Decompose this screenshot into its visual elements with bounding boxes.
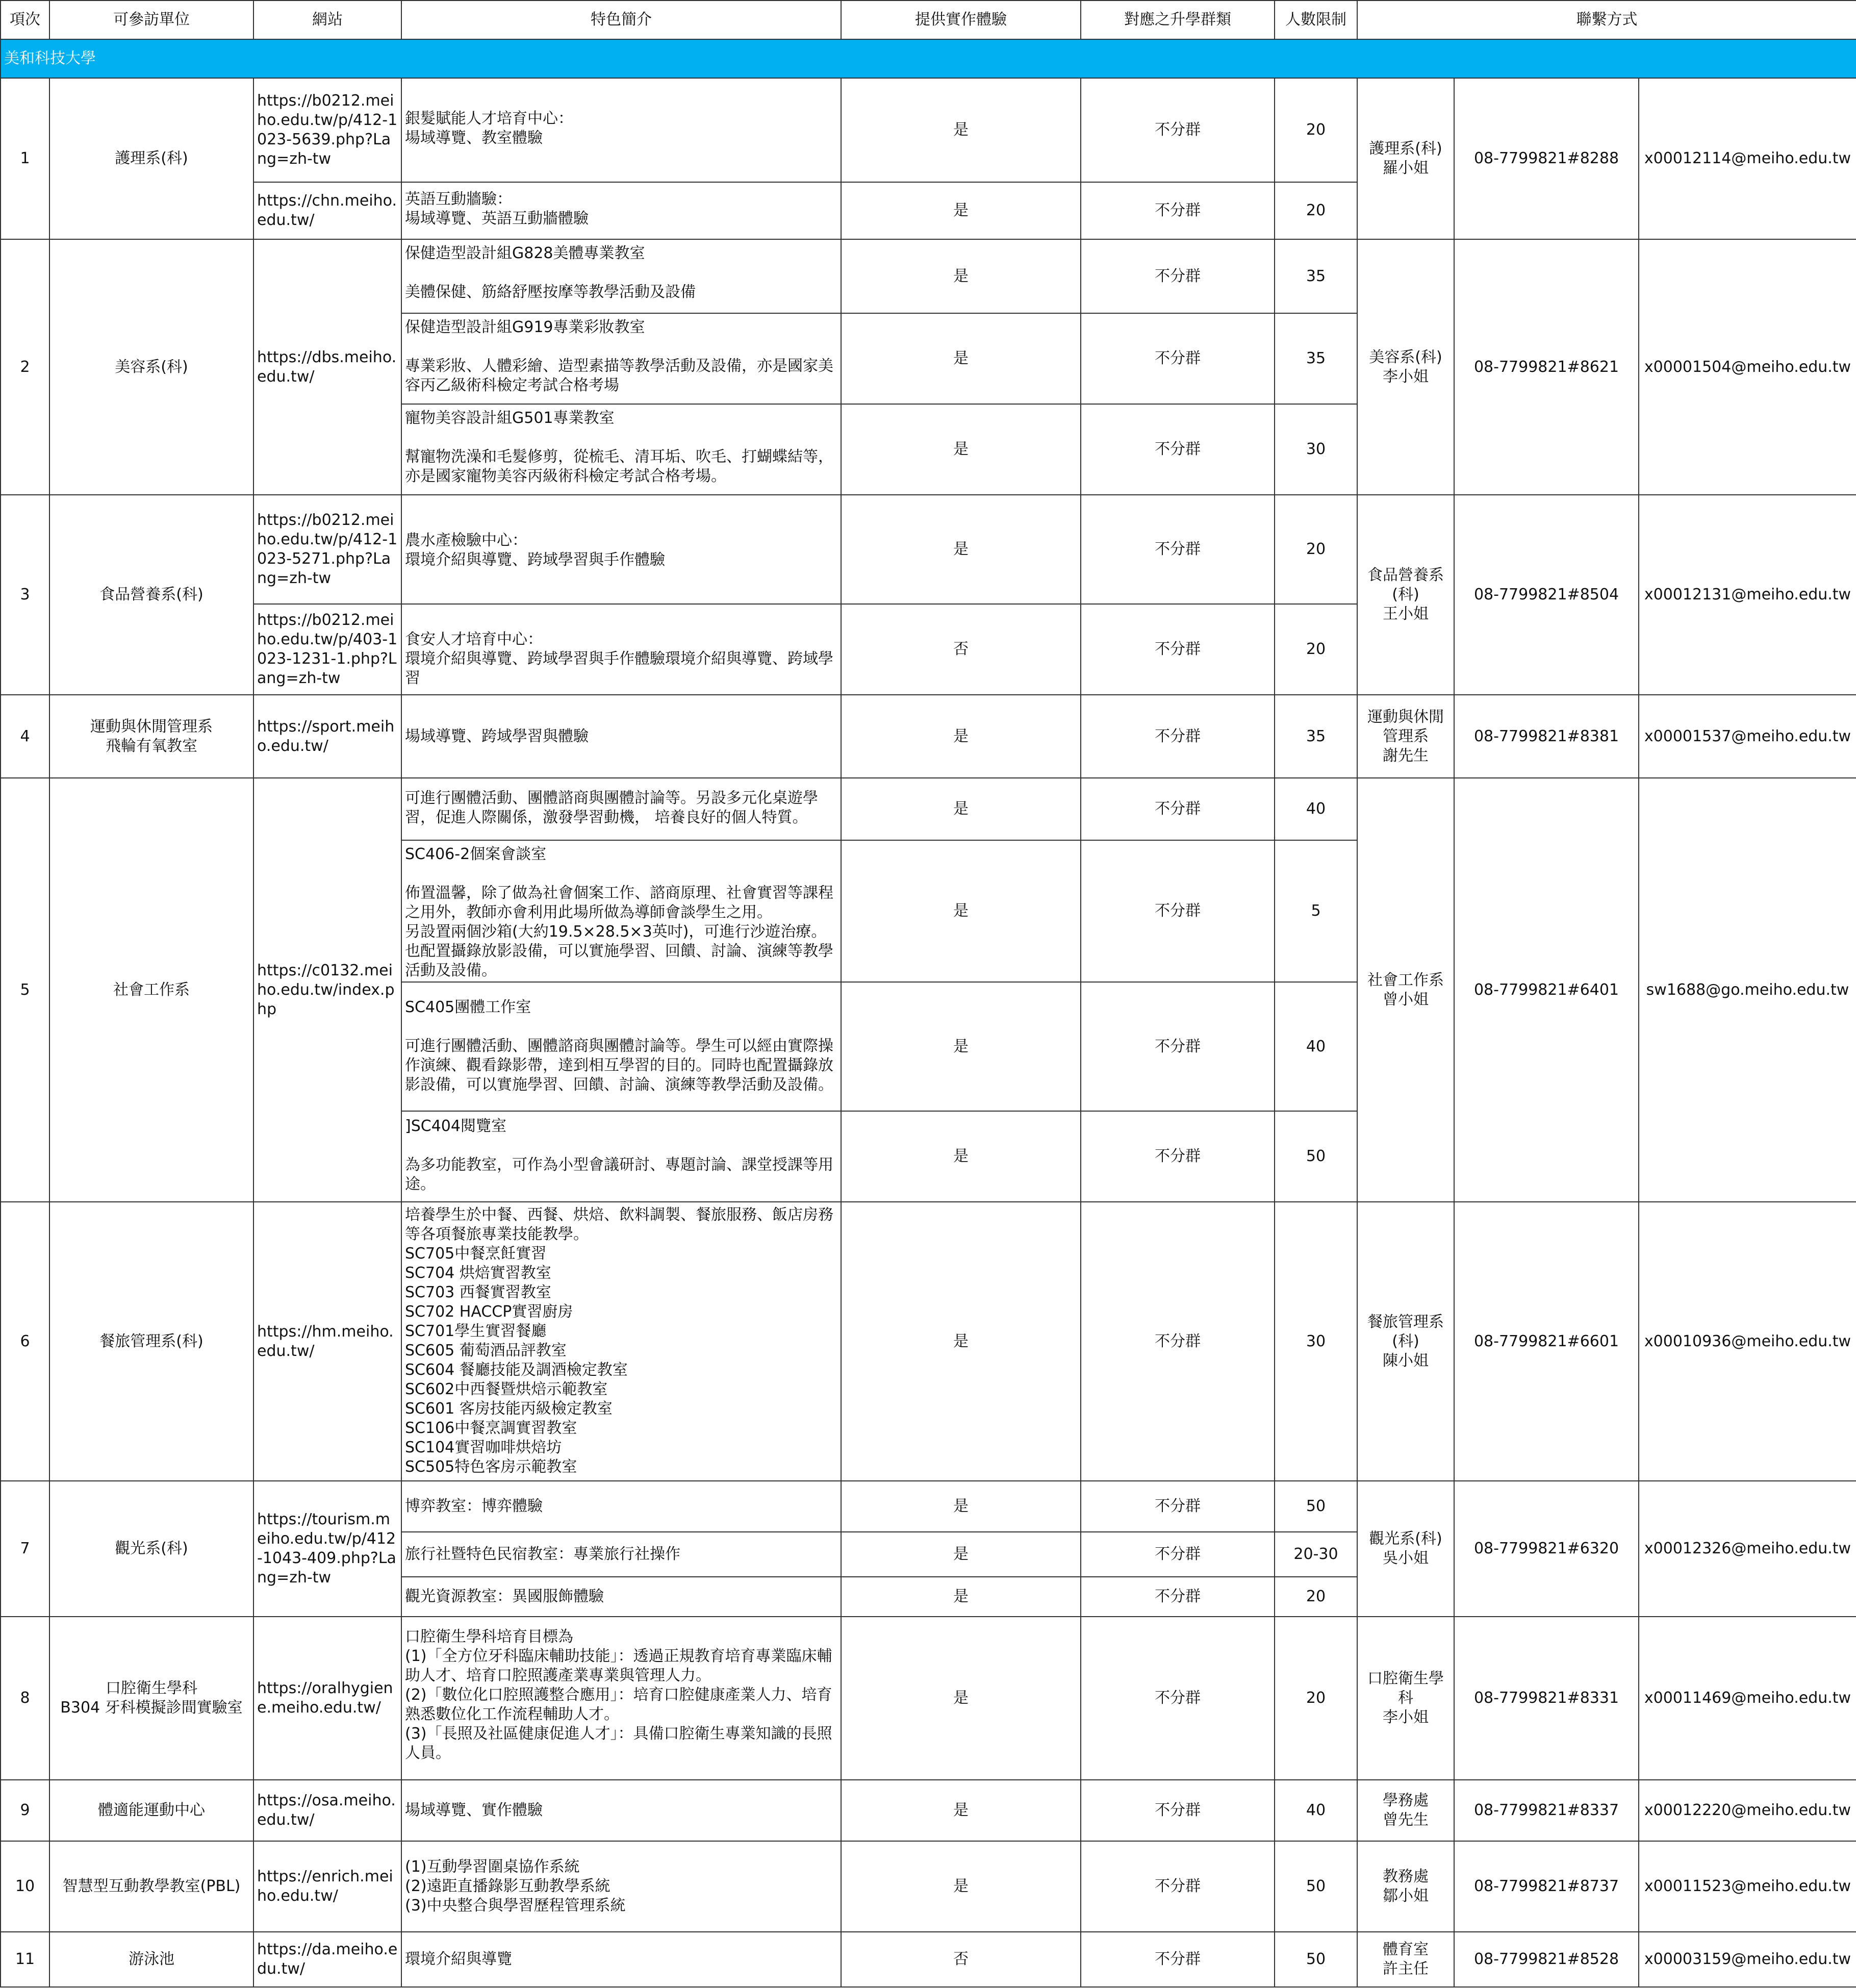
row-limit: 35: [1275, 239, 1357, 313]
row-description: 環境介紹與導覽: [401, 1932, 841, 1987]
header-no: 項次: [1, 1, 49, 39]
row-email[interactable]: x00012114@meiho.edu.tw: [1639, 78, 1856, 239]
row-contact-name: 體育室 許主任: [1357, 1932, 1454, 1987]
row-practice: 是: [841, 78, 1081, 182]
row-website[interactable]: https://b0212.meiho.edu.tw/p/412-1023-5271.php?Lang=zh-tw: [253, 495, 401, 604]
row-description: 口腔衛生學科培育目標為 (1)「全方位牙科臨床輔助技能」：透過正規教育培育專業臨床輔助人才、培育口腔照護產業專業與管理人力。 (2)「數位化口腔照護整合應用」：培育口腔健康產業人力、培育熟悉數位化工作流程輔助人才。 (3)「長照及社區健康促進人才」：具備口腔衛生專業知識的長照人員。: [401, 1617, 841, 1780]
row-practice: 是: [841, 182, 1081, 239]
row-website[interactable]: https://osa.meiho.edu.tw/: [253, 1780, 401, 1841]
row-limit: 30: [1275, 404, 1357, 495]
table-row: [1, 778, 1856, 840]
row-practice: 是: [841, 695, 1081, 778]
row-email[interactable]: x00012326@meiho.edu.tw: [1639, 1481, 1856, 1617]
row-phone: 08-7799821#8504: [1454, 495, 1639, 695]
row-practice: 是: [841, 1481, 1081, 1532]
table-row: [1, 1841, 1856, 1932]
row-limit: 20: [1275, 1617, 1357, 1780]
row-group: 不分群: [1081, 1111, 1275, 1202]
row-unit: 觀光系(科): [49, 1481, 253, 1617]
row-email[interactable]: x00010936@meiho.edu.tw: [1639, 1202, 1856, 1481]
row-unit: 社會工作系: [49, 778, 253, 1202]
row-description: ]SC404閱覽室 為多功能教室，可作為小型會議研討、專題討論、課堂授課等用途。: [401, 1111, 841, 1202]
row-description: 銀髮賦能人才培育中心： 場域導覽、教室體驗: [401, 78, 841, 182]
row-contact-name: 餐旅管理系 (科) 陳小姐: [1357, 1202, 1454, 1481]
row-practice: 是: [841, 239, 1081, 313]
row-practice: 是: [841, 778, 1081, 840]
header-practice: 提供實作體驗: [841, 1, 1081, 39]
row-contact-name: 學務處 曾先生: [1357, 1780, 1454, 1841]
row-description: 場域導覽、實作體驗: [401, 1780, 841, 1841]
row-description: 博弈教室：博弈體驗: [401, 1481, 841, 1532]
table-row: [1, 239, 1856, 313]
row-contact-name: 教務處 鄒小姐: [1357, 1841, 1454, 1932]
row-practice: 是: [841, 1617, 1081, 1780]
row-no: 7: [1, 1481, 49, 1617]
row-description: 農水產檢驗中心： 環境介紹與導覽、跨域學習與手作體驗: [401, 495, 841, 604]
table-row: [1, 1202, 1856, 1481]
row-practice: 是: [841, 840, 1081, 982]
row-unit: 美容系(科): [49, 239, 253, 495]
row-no: 4: [1, 695, 49, 778]
row-limit: 40: [1275, 982, 1357, 1111]
row-limit: 35: [1275, 313, 1357, 404]
row-group: 不分群: [1081, 1841, 1275, 1932]
row-phone: 08-7799821#6401: [1454, 778, 1639, 1202]
row-limit: 50: [1275, 1932, 1357, 1987]
row-unit: 護理系(科): [49, 78, 253, 239]
row-practice: 是: [841, 982, 1081, 1111]
row-unit: 食品營養系(科): [49, 495, 253, 695]
row-practice: 是: [841, 1532, 1081, 1577]
row-limit: 40: [1275, 778, 1357, 840]
row-description: 場域導覽、跨域學習與體驗: [401, 695, 841, 778]
row-group: 不分群: [1081, 1202, 1275, 1481]
row-group: 不分群: [1081, 78, 1275, 182]
header-unit: 可參訪單位: [49, 1, 253, 39]
row-group: 不分群: [1081, 239, 1275, 313]
row-unit: 智慧型互動教學教室(PBL): [49, 1841, 253, 1932]
row-no: 6: [1, 1202, 49, 1481]
row-description: 食安人才培育中心： 環境介紹與導覽、跨域學習與手作體驗環境介紹與導覽、跨域學習: [401, 604, 841, 695]
row-limit: 20: [1275, 1577, 1357, 1617]
row-limit: 50: [1275, 1841, 1357, 1932]
row-email[interactable]: x00012131@meiho.edu.tw: [1639, 495, 1856, 695]
row-no: 10: [1, 1841, 49, 1932]
row-phone: 08-7799821#8331: [1454, 1617, 1639, 1780]
row-website[interactable]: https://b0212.meiho.edu.tw/p/403-1023-1231-1.php?Lang=zh-tw: [253, 604, 401, 695]
row-email[interactable]: x00001537@meiho.edu.tw: [1639, 695, 1856, 778]
row-website[interactable]: https://hm.meiho.edu.tw/: [253, 1202, 401, 1481]
row-group: 不分群: [1081, 313, 1275, 404]
row-practice: 是: [841, 1111, 1081, 1202]
row-limit: 35: [1275, 695, 1357, 778]
row-description: 可進行團體活動、團體諮商與團體討論等。另設多元化桌遊學習，促進人際關係，激發學習動機， 培養良好的個人特質。: [401, 778, 841, 840]
section-row: [1, 39, 1856, 78]
row-group: 不分群: [1081, 695, 1275, 778]
row-contact-name: 口腔衛生學科 李小姐: [1357, 1617, 1454, 1780]
row-contact-name: 社會工作系 曾小姐: [1357, 778, 1454, 1202]
row-practice: 否: [841, 604, 1081, 695]
row-website[interactable]: https://da.meiho.edu.tw/: [253, 1932, 401, 1987]
row-description: 保健造型設計組G919專業彩妝教室 專業彩妝、人體彩繪、造型素描等教學活動及設備，亦是國家美容丙乙級術科檢定考試合格考場: [401, 313, 841, 404]
row-limit: 50: [1275, 1481, 1357, 1532]
row-practice: 是: [841, 1780, 1081, 1841]
row-group: 不分群: [1081, 1577, 1275, 1617]
row-practice: 是: [841, 1202, 1081, 1481]
row-no: 5: [1, 778, 49, 1202]
row-description: SC406-2個案會談室 佈置溫馨，除了做為社會個案工作、諮商原理、社會實習等課程之用外，教師亦會利用此場所做為導師會談學生之用。 另設置兩個沙箱(大約19.5×28.5×3英吋)，可進行沙遊治療。也配置攝錄放影設備，可以實施學習、回饋、討論、演練等教學活動及設備。: [401, 840, 841, 982]
row-limit: 50: [1275, 1111, 1357, 1202]
row-no: 2: [1, 239, 49, 495]
row-unit: 體適能運動中心: [49, 1780, 253, 1841]
header-limit: 人數限制: [1275, 1, 1357, 39]
row-group: 不分群: [1081, 982, 1275, 1111]
row-contact-name: 觀光系(科) 吳小姐: [1357, 1481, 1454, 1617]
row-contact-name: 食品營養系 (科) 王小姐: [1357, 495, 1454, 695]
row-description: 英語互動牆驗： 場域導覽、英語互動牆體驗: [401, 182, 841, 239]
row-no: 8: [1, 1617, 49, 1780]
row-limit: 20: [1275, 495, 1357, 604]
row-group: 不分群: [1081, 604, 1275, 695]
row-limit: 5: [1275, 840, 1357, 982]
row-group: 不分群: [1081, 1780, 1275, 1841]
row-unit: 餐旅管理系(科): [49, 1202, 253, 1481]
row-practice: 是: [841, 1841, 1081, 1932]
row-email[interactable]: x00011523@meiho.edu.tw: [1639, 1841, 1856, 1932]
row-phone: 08-7799821#8337: [1454, 1780, 1639, 1841]
row-practice: 是: [841, 313, 1081, 404]
row-group: 不分群: [1081, 182, 1275, 239]
row-description: 培養學生於中餐、西餐、烘焙、飲料調製、餐旅服務、飯店房務等各項餐旅專業技能教學。 SC705中餐烹飪實習 SC704 烘焙實習教室 SC703 西餐實習教室 SC702 HACCP實習廚房 SC701學生實習餐廳 SC605 葡萄酒品評教室 SC604 餐廳技能及調酒檢定教室 SC602中西餐暨烘焙示範教室 SC601 客房技能丙級檢定教室 SC106中餐烹調實習教室 SC104實習咖啡烘焙坊 SC505特色客房示範教室: [401, 1202, 841, 1481]
row-phone: 08-7799821#6601: [1454, 1202, 1639, 1481]
header-row: [1, 1, 1856, 39]
row-website[interactable]: https://oralhygiene.meiho.edu.tw/: [253, 1617, 401, 1780]
row-website[interactable]: https://enrich.meiho.edu.tw/: [253, 1841, 401, 1932]
row-phone: 08-7799821#8528: [1454, 1932, 1639, 1987]
row-no: 9: [1, 1780, 49, 1841]
row-description: 寵物美容設計組G501專業教室 幫寵物洗澡和毛髮修剪，從梳毛、清耳垢、吹毛、打蝴蝶結等，亦是國家寵物美容丙級術科檢定考試合格考場。: [401, 404, 841, 495]
row-description: 觀光資源教室：異國服飾體驗: [401, 1577, 841, 1617]
row-unit: 游泳池: [49, 1932, 253, 1987]
row-contact-name: 美容系(科) 李小姐: [1357, 239, 1454, 495]
row-group: 不分群: [1081, 1617, 1275, 1780]
row-unit: 運動與休閒管理系 飛輪有氧教室: [49, 695, 253, 778]
table-row: [1, 78, 1856, 182]
row-contact-name: 護理系(科) 羅小姐: [1357, 78, 1454, 239]
row-email[interactable]: x00011469@meiho.edu.tw: [1639, 1617, 1856, 1780]
row-unit: 口腔衛生學科 B304 牙科模擬診間實驗室: [49, 1617, 253, 1780]
table-row: [1, 695, 1856, 778]
row-phone: 08-7799821#8737: [1454, 1841, 1639, 1932]
row-no: 11: [1, 1932, 49, 1987]
row-description: (1)互動學習圍桌協作系統 (2)遠距直播錄影互動教學系統 (3)中央整合與學習歷程管理系統: [401, 1841, 841, 1932]
row-website[interactable]: https://c0132.meiho.edu.tw/index.php: [253, 778, 401, 1202]
section-title: 美和科技大學: [1, 39, 1856, 78]
row-website[interactable]: https://dbs.meiho.edu.tw/: [253, 239, 401, 495]
row-phone: 08-7799821#8621: [1454, 239, 1639, 495]
table-row: [1, 495, 1856, 604]
header-desc: 特色簡介: [401, 1, 841, 39]
row-phone: 08-7799821#6320: [1454, 1481, 1639, 1617]
row-website[interactable]: https://chn.meiho.edu.tw/: [253, 182, 401, 239]
row-practice: 是: [841, 495, 1081, 604]
row-group: 不分群: [1081, 404, 1275, 495]
row-description: SC405團體工作室 可進行團體活動、團體諮商與團體討論等。學生可以經由實際操作演練、觀看錄影帶，達到相互學習的目的。同時也配置攝錄放影設備，可以實施學習、回饋、討論、演練等教學活動及設備。: [401, 982, 841, 1111]
row-email[interactable]: x00003159@meiho.edu.tw: [1639, 1932, 1856, 1987]
row-practice: 是: [841, 404, 1081, 495]
row-group: 不分群: [1081, 778, 1275, 840]
row-practice: 是: [841, 1577, 1081, 1617]
row-website[interactable]: https://tourism.meiho.edu.tw/p/412-1043-409.php?Lang=zh-tw: [253, 1481, 401, 1617]
row-limit: 30: [1275, 1202, 1357, 1481]
header-web: 網站: [253, 1, 401, 39]
row-phone: 08-7799821#8381: [1454, 695, 1639, 778]
row-no: 1: [1, 78, 49, 239]
table-row: [1, 1780, 1856, 1841]
row-description: 保健造型設計組G828美體專業教室 美體保健、筋絡舒壓按摩等教學活動及設備: [401, 239, 841, 313]
header-contact: 聯繫方式: [1357, 1, 1856, 39]
table-row: [1, 1932, 1856, 1987]
row-practice: 否: [841, 1932, 1081, 1987]
row-limit: 20: [1275, 604, 1357, 695]
row-phone: 08-7799821#8288: [1454, 78, 1639, 239]
row-group: 不分群: [1081, 1481, 1275, 1532]
table-row: [1, 1481, 1856, 1532]
row-group: 不分群: [1081, 840, 1275, 982]
row-limit: 40: [1275, 1780, 1357, 1841]
row-email[interactable]: sw1688@go.meiho.edu.tw: [1639, 778, 1856, 1202]
table-row: [1, 1617, 1856, 1780]
row-contact-name: 運動與休閒管理系 謝先生: [1357, 695, 1454, 778]
row-website[interactable]: https://sport.meiho.edu.tw/: [253, 695, 401, 778]
row-group: 不分群: [1081, 1932, 1275, 1987]
header-group: 對應之升學群類: [1081, 1, 1275, 39]
row-group: 不分群: [1081, 1532, 1275, 1577]
row-group: 不分群: [1081, 495, 1275, 604]
row-limit: 20: [1275, 78, 1357, 182]
row-email[interactable]: x00012220@meiho.edu.tw: [1639, 1780, 1856, 1841]
row-limit: 20-30: [1275, 1532, 1357, 1577]
row-no: 3: [1, 495, 49, 695]
row-website[interactable]: https://b0212.meiho.edu.tw/p/412-1023-5639.php?Lang=zh-tw: [253, 78, 401, 182]
row-email[interactable]: x00001504@meiho.edu.tw: [1639, 239, 1856, 495]
row-description: 旅行社暨特色民宿教室：專業旅行社操作: [401, 1532, 841, 1577]
row-limit: 20: [1275, 182, 1357, 239]
